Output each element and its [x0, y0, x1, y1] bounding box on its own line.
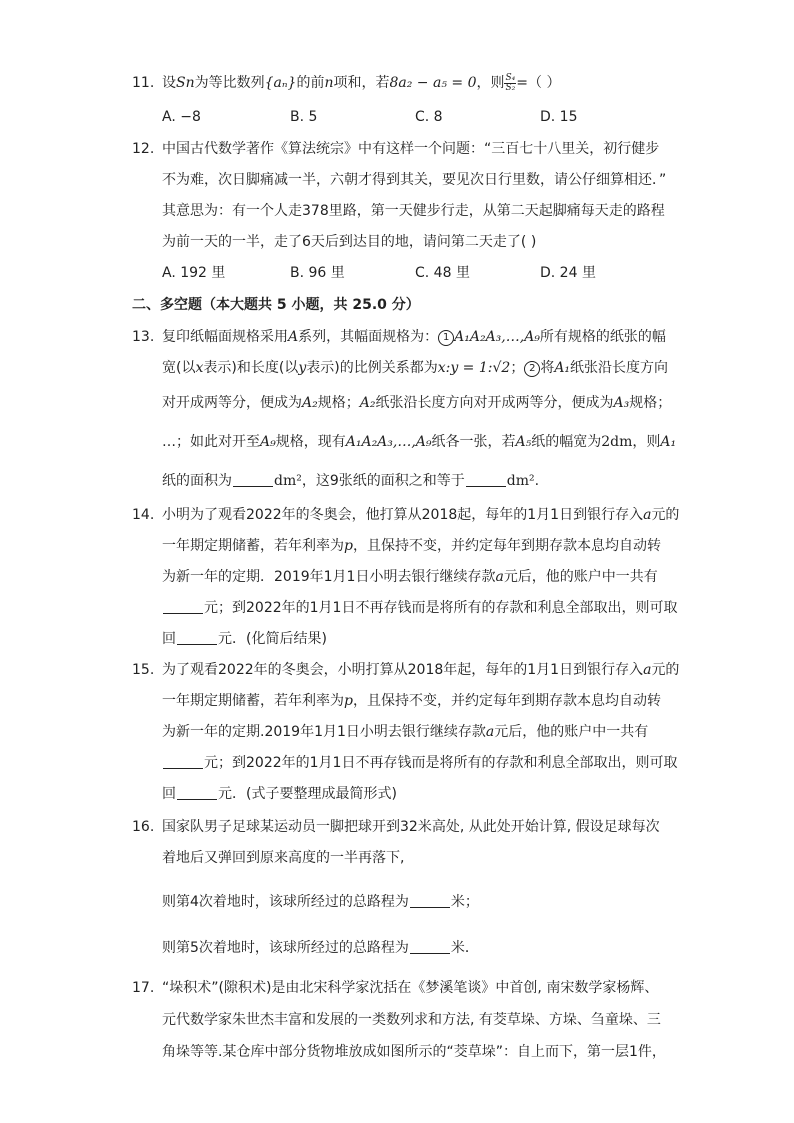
math-A2: A₂	[302, 395, 318, 411]
question-number: 13.	[132, 329, 155, 345]
question-line	[162, 327, 666, 347]
text-seg: 表示)和长度(以	[203, 360, 299, 376]
text-seg: 元的	[651, 662, 680, 678]
text-seg: 回	[162, 786, 176, 802]
math-n: n	[324, 75, 334, 91]
answer-blank[interactable]	[177, 785, 217, 800]
text-seg: 米．	[450, 940, 479, 956]
text-seg: 纸张沿长度方向对开成两等分，便成为	[375, 395, 614, 411]
math-A1: A₁	[660, 434, 677, 450]
question-line: 角垛等等.某仓库中部分货物堆放成如图所示的“茭草垛”：自上而下，第一层1件，	[162, 1044, 666, 1060]
question-line	[162, 536, 661, 556]
text-seg: ，且保持不变，并约定每年到期存款本息均自动转	[352, 538, 661, 554]
math-an: {aₙ}	[264, 75, 297, 91]
text-seg: =（ ）	[516, 75, 561, 91]
math-A2: A₂	[359, 395, 376, 411]
question-number: 16.	[132, 819, 155, 835]
text-seg: 为等比数列	[194, 75, 265, 91]
text-seg: 元的	[651, 507, 680, 523]
math-x: x	[195, 360, 204, 376]
denominator: S₂	[505, 82, 516, 93]
math-p: p	[344, 693, 353, 709]
question-line	[162, 598, 677, 618]
text-seg: 纸张沿长度方向	[570, 360, 669, 376]
question-line	[162, 505, 679, 525]
question-line: 着地后又弹回到原来高度的一半再落下,	[162, 850, 405, 866]
option-c[interactable]: C. 8	[415, 109, 443, 125]
text-seg: 设	[162, 75, 176, 91]
question-text	[162, 73, 560, 93]
question-line	[162, 722, 648, 742]
question-number: 11.	[132, 75, 155, 91]
math-a: a	[495, 569, 504, 585]
text-seg: 规格；	[317, 395, 360, 411]
circled-number: 2	[524, 361, 540, 377]
question-line	[162, 629, 327, 649]
option-d[interactable]: D. 24 里	[540, 265, 596, 281]
question-number: 15.	[132, 662, 155, 678]
question-line	[162, 938, 479, 958]
answer-blank[interactable]	[233, 472, 273, 487]
question-number: 12.	[132, 141, 155, 157]
option-a[interactable]: A. −8	[162, 109, 201, 125]
text-seg: 规格；	[629, 395, 672, 411]
question-line	[162, 753, 677, 773]
text-seg: 为新一年的定期．2019年1月1日小明去银行继续存款	[162, 569, 496, 585]
text-seg: 为新一年的定期.2019年1月1日小明去银行继续存款	[162, 724, 486, 740]
math-a: a	[643, 662, 652, 678]
option-a[interactable]: A. 192 里	[162, 265, 226, 281]
text-seg: ，则	[632, 434, 661, 450]
text-seg: 对开成两等分，便成为	[162, 395, 302, 411]
text-seg: 规格，现有	[275, 434, 346, 450]
math-A5: A₅	[515, 434, 532, 450]
question-line: 国家队男子足球某运动员一脚把球开到32米高处, 从此处开始计算, 假设足球每次	[162, 819, 660, 835]
math-p: p	[344, 538, 353, 554]
question-number: 17.	[132, 980, 155, 996]
math-condition: 8a₂ − a₅ = 0	[389, 75, 477, 91]
text-seg: ，这9张纸的面积之和等于	[301, 473, 465, 489]
text-seg: 元后，他的账户中一共有	[503, 569, 658, 585]
answer-blank[interactable]	[410, 893, 450, 908]
text-seg: 米；	[450, 894, 479, 910]
text-seg: 宽(以	[162, 360, 196, 376]
question-line	[162, 432, 676, 452]
text-seg: 元；到2022年的1月1日不再存钱而是将所有的存款和利息全部取出，则可取	[204, 755, 678, 771]
question-line: “垛积术”(隙积术)是由北宋科学家沈括在《梦溪笔谈》中首创, 南宋数学家杨辉、	[162, 980, 659, 996]
answer-blank[interactable]	[177, 630, 217, 645]
text-seg: ，则	[476, 75, 505, 91]
question-line	[162, 691, 661, 711]
text-seg: 的前	[296, 75, 325, 91]
section-heading: 二、多空题（本大题共 5 小题，共 25.0 分）	[132, 297, 420, 313]
text-seg: 元后，他的账户中一共有	[494, 724, 649, 740]
text-seg: 小明为了观看2022年的冬奥会，他打算从2018起，每年的1月1日到银行存入	[162, 507, 644, 523]
math-y: y	[298, 360, 307, 376]
text-seg: 则第4次着地时，该球所经过的总路程为	[162, 894, 409, 910]
text-seg: 复印纸幅面规格采用	[162, 329, 288, 345]
math-Sn: Sn	[176, 75, 195, 91]
text-seg: 回	[162, 631, 176, 647]
unit-dm2: dm²	[506, 473, 535, 489]
text-seg: 为了观看2022年的冬奥会，小明打算从2018年起，每年的1月1日到银行存入	[162, 662, 644, 678]
text-seg: 表示)的比例关系都为	[306, 360, 438, 376]
text-seg: 纸各一张，若	[431, 434, 516, 450]
text-seg: ；	[510, 360, 525, 376]
text-seg: 一年期定期储蓄，若年利率为	[162, 538, 344, 554]
math-A3: A₃	[613, 395, 630, 411]
numerator: S₄	[505, 72, 516, 83]
text-seg: 纸的面积为	[162, 473, 232, 489]
unit-dm2: dm²	[274, 473, 302, 489]
option-c[interactable]: C. 48 里	[415, 265, 470, 281]
text-seg: 一年期定期储蓄，若年利率为	[162, 693, 344, 709]
text-seg: 纸的幅宽为	[531, 434, 602, 450]
question-line	[162, 567, 658, 587]
question-line	[162, 471, 539, 491]
option-d[interactable]: D. 15	[540, 109, 578, 125]
question-line	[162, 358, 668, 378]
question-line: 元代数学家朱世杰丰富和发展的一类数列求和方法, 有茭草垛、方垛、刍童垛、三	[162, 1012, 661, 1028]
math-a: a	[643, 507, 652, 523]
option-b[interactable]: B. 96 里	[290, 265, 345, 281]
option-b[interactable]: B. 5	[290, 109, 318, 125]
answer-blank[interactable]	[163, 754, 203, 769]
answer-blank[interactable]	[410, 939, 450, 954]
fraction	[504, 74, 516, 93]
question-line: 为前一天的一半，走了6天后到达目的地，请问第二天走了( )	[162, 234, 537, 250]
question-number: 14.	[132, 507, 155, 523]
text-seg: ，且保持不变，并约定每年到期存款本息均自动转	[352, 693, 661, 709]
text-seg: 所有规格的纸张的幅	[539, 329, 666, 345]
question-line	[162, 660, 679, 680]
math-A9: A₉	[260, 434, 276, 450]
answer-blank[interactable]	[466, 472, 506, 487]
circled-number: 1	[438, 330, 454, 346]
question-line	[162, 784, 397, 804]
text-seg: .	[534, 473, 540, 489]
text-seg: 系列，其幅面规格为：	[298, 329, 439, 345]
math-A-series: A₁A₂A₃,…,A₉	[454, 329, 540, 345]
text-seg: 项和，若	[333, 75, 390, 91]
text-seg: …；如此对开至	[162, 434, 260, 450]
math-a: a	[485, 724, 495, 740]
question-line: 不为难，次日脚痛减一半，六朝才得到其关，要见次日行里数，请公仔细算相还．”	[162, 172, 667, 188]
question-line	[162, 892, 479, 912]
question-line: 其意思为：有一个人走378里路，第一天健步行走，从第二天起脚痛每天走的路程	[162, 203, 665, 219]
text-seg: 元．(式子要整理成最简形式)	[218, 786, 397, 802]
text-seg: 元；到2022年的1月1日不再存钱而是将所有的存款和利息全部取出，则可取	[204, 600, 678, 616]
math-A-series: A₁A₂A₃,…,A₉	[345, 434, 432, 450]
math-ratio: x:y = 1:√2	[437, 360, 511, 376]
math-A1: A₁	[554, 360, 571, 376]
math-2dm: 2dm	[601, 434, 633, 450]
question-line: 中国古代数学著作《算法统宗》中有这样一个问题：“三百七十八里关，初行健步	[162, 141, 660, 157]
text-seg: 元．(化简后结果)	[218, 631, 327, 647]
answer-blank[interactable]	[163, 599, 203, 614]
math-A: A	[288, 329, 299, 345]
text-seg: 则第5次着地时，该球所经过的总路程为	[162, 940, 409, 956]
text-seg: 将	[540, 360, 555, 376]
question-line	[162, 393, 671, 413]
